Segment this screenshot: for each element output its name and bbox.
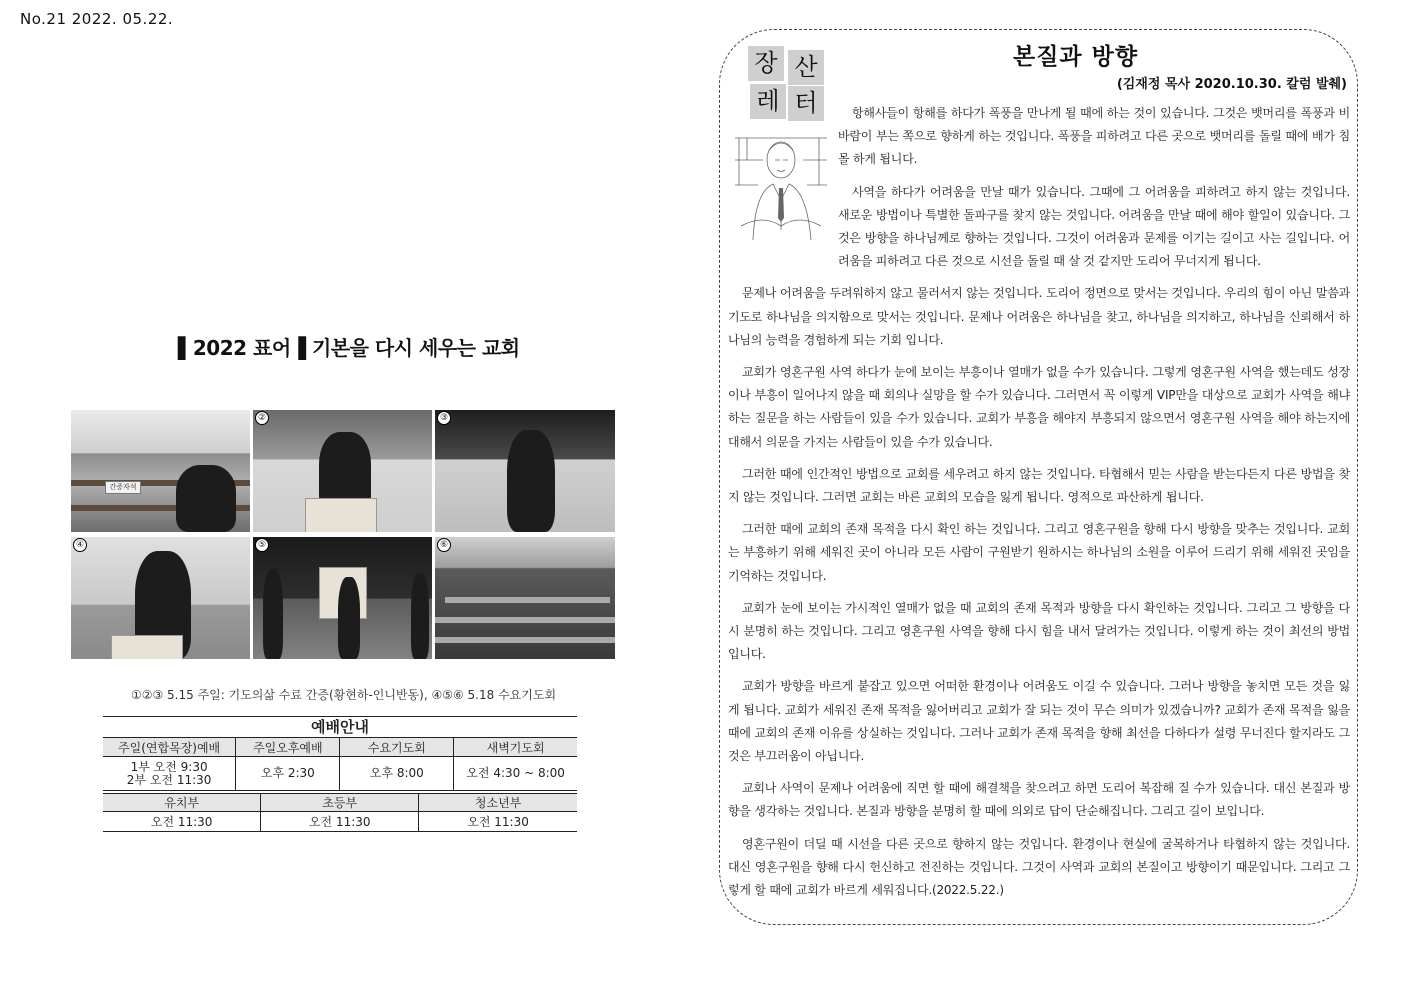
badge-char: 레 [750,84,786,119]
photo-1 [71,410,250,532]
pulpit [111,635,183,659]
value-dawn: 오전 4:30 ~ 8:00 [454,757,577,791]
value-youth: 오전 11:30 [419,812,577,832]
photo-6 [435,537,615,659]
worship-schedule [103,716,577,832]
photo-3 [435,410,615,532]
paragraph: 문제나 어려움을 두려워하지 않고 물러서지 않는 것입니다. 도리어 정면으로 맞서는 것입니다. 우리의 힘이 아닌 말씀과 기도로 하나님을 의지함으로 맞서는 것입니다. 문제나 어려움은 하나님을 찾고, 하나님을 의지하고, 하나님을 신뢰해서 하나님의 능력을 경험하게 되는 기회 입니다. [728,286,1350,347]
schedule-table [103,738,577,791]
header-kindergarten: 유치부 [103,794,261,812]
person-figure [176,465,236,532]
header-sunday-main: 주일(연합목장)예배 [103,738,236,757]
pew [445,597,610,603]
value-kindergarten: 오전 11:30 [103,812,261,832]
paragraph: 교회가 방향을 바르게 붙잡고 있으면 어떠한 환경이나 어려움도 이길 수 있습니다. 그러나 방향을 놓치면 모든 것을 잃게 됩니다. 교회가 세워진 존재 목적을 잃어버리고 교회가 잘 되는 것이 무슨 의미가 있겠습니까? 교회가 존재 목적을 잃을 때에 교회의 존재 이유를 상실하는 것입니다. 그러나 교회가 존재 목적을 향해 최선을 다하다가 설령 무너진다 할지라도 그것은 부끄러움이 아닙니다. [728,679,1350,764]
pew [435,617,615,623]
value-sunday-afternoon: 오후 2:30 [236,757,340,791]
photo-4 [71,537,250,659]
photo-5 [253,537,432,659]
photo-grid [71,410,615,659]
schedule-title: 예배안내 [103,716,577,738]
paragraph: 영혼구원이 더딜 때 시선을 다른 곳으로 향하지 않는 것입니다. 환경이나 현실에 굴복하거나 타협하지 않는 것입니다. 대신 영혼구원을 향해 다시 헌신하고 전진하는 것입니다. 그것이 사역과 교회의 본질이고 방향이기 때문입니다. 그리고 그렇게 할 때에 교회가 바르게 세워집니다.(2022.5.22.) [728,836,1350,898]
photo-number: ⑤ [255,538,269,552]
paragraph: 교회가 눈에 보이는 가시적인 열매가 없을 때 교회의 존재 목적과 방향을 다시 확인하는 것입니다. 그리고 그 방향을 다시 분명히 하는 것입니다. 그리고 영혼구원 사역을 향해 다시 힘을 내서 달려가는 것입니다. 이렇게 하는 것이 최선의 방법입니다. [728,600,1350,662]
paragraph: 사역을 하다가 어려움을 만날 때가 있습니다. 그때에 그 어려움을 피하려고 하지 않는 것입니다. 새로운 방법이나 특별한 돌파구를 찾지 않는 것입니다. 어려움을 만날 때에 해야 할일이 있습니다. 그것은 방향을 하나님께로 향하는 것입니다. 그것이 어려움과 문제를 이기는 길이고 사는 길입니다. 어려움을 피하려고 다른 것으로 시선을 돌릴 때 살 것 같지만 도리어 무너지게 됩니다. [838,184,1350,269]
person-figure [338,577,360,659]
article-title: 본질과 방향 [1013,44,1139,70]
header-wednesday: 수요기도회 [340,738,454,757]
photo-number: ② [255,411,269,425]
value-wednesday: 오후 8:00 [340,757,454,791]
person-figure [507,430,555,532]
paragraph: 그러한 때에 교회의 존재 목적을 다시 확인 하는 것입니다. 그리고 영혼구원을 향해 다시 방향을 맞추는 것입니다. 교회는 부흥하기 위해 세워진 곳이 아니라 모든 사람이 구원받기 원하시는 하나님의 소원을 이루어 드리기 위해 세워진 곳임을 기억하는 것입니다. [728,522,1350,583]
schedule-table-departments [103,793,577,832]
badge-char: 터 [788,86,824,121]
photo-number: ④ [73,538,87,552]
yearly-motto: ▌2022 표어▐ 기본을 다시 세우는 교회 [178,336,520,360]
person-figure [411,573,429,659]
photo-caption: ①②③ 5.15 주일: 기도의삶 수료 간증(황현하-인니반동), ④⑤⑥ 5.18 수요기도회 [130,688,557,702]
photo-number: ③ [437,411,451,425]
badge-char: 장 [748,46,784,81]
paragraph: 교회가 영혼구원 사역 하다가 눈에 보이는 부흥이나 열매가 없을 수가 있습니다. 그렇게 영혼구원 사역을 했는데도 성장이나 부흥이 일어나지 않을 때 회의나 실망을 할 수가 있습니다. 그러면서 꼭 이렇게 VIP만을 대상으로 교회가 사역을 해냐 하는 질문을 하는 사람들이 있을 수가 있습니다. 교회가 부흥을 해야지 부흥되지 않으면서 영혼구원 사역을 해야 하는지에 대해서 의문을 가지는 사람들이 있을 수가 있습니다. [728,365,1350,449]
pulpit [305,498,377,532]
photo-2 [253,410,432,532]
article-body [728,102,1350,902]
person-figure [263,569,283,659]
header-youth: 청소년부 [419,794,577,812]
value-sunday-main: 1부 오전 9:30 2부 오전 11:30 [103,757,236,791]
reserved-seat-sign: 간증자석 [105,481,141,494]
header-elementary: 초등부 [261,794,419,812]
value-elementary: 오전 11:30 [261,812,419,832]
pew [435,637,615,643]
paragraph: 교회나 사역이 문제나 어려움에 직면 할 때에 해결책을 찾으려고 하면 도리어 복잡해 질 수가 있습니다. 대신 본질과 방향을 생각하는 것입니다. 본질과 방향을 분명히 할 때에 의외로 답이 단순해집니다. 그리고 길이 보입니다. [728,781,1350,819]
issue-number: No.21 2022. 05.22. [20,10,174,28]
paragraph [728,102,1350,172]
header-sunday-afternoon: 주일오후예배 [236,738,340,757]
badge-char: 산 [788,50,824,85]
paragraph: 그러한 때에 인간적인 방법으로 교회를 세우려고 하지 않는 것입니다. 타협해서 믿는 사람을 받는다든지 다른 방법을 찾지 않는 것입니다. 그러면 교회는 바른 교회의 모습을 잃게 됩니다. 영적으로 파산하게 됩니다. [728,466,1350,505]
paragraph-text: 항해사들이 항해를 하다가 폭풍을 만나게 될 때에 하는 것이 있습니다. 그것은 뱃머리를 폭풍과 비바람이 부는 쪽으로 향하게 하는 것입니다. 폭풍을 피하려고 다른 곳으로 뱃머리를 돌릴 때에 배가 침몰 하게 됩니다. [838,106,1350,167]
photo-number: ⑥ [437,538,451,552]
header-dawn: 새벽기도회 [454,738,577,757]
article-byline: (김재정 목사 2020.10.30. 칼럼 발췌) [1116,77,1347,92]
